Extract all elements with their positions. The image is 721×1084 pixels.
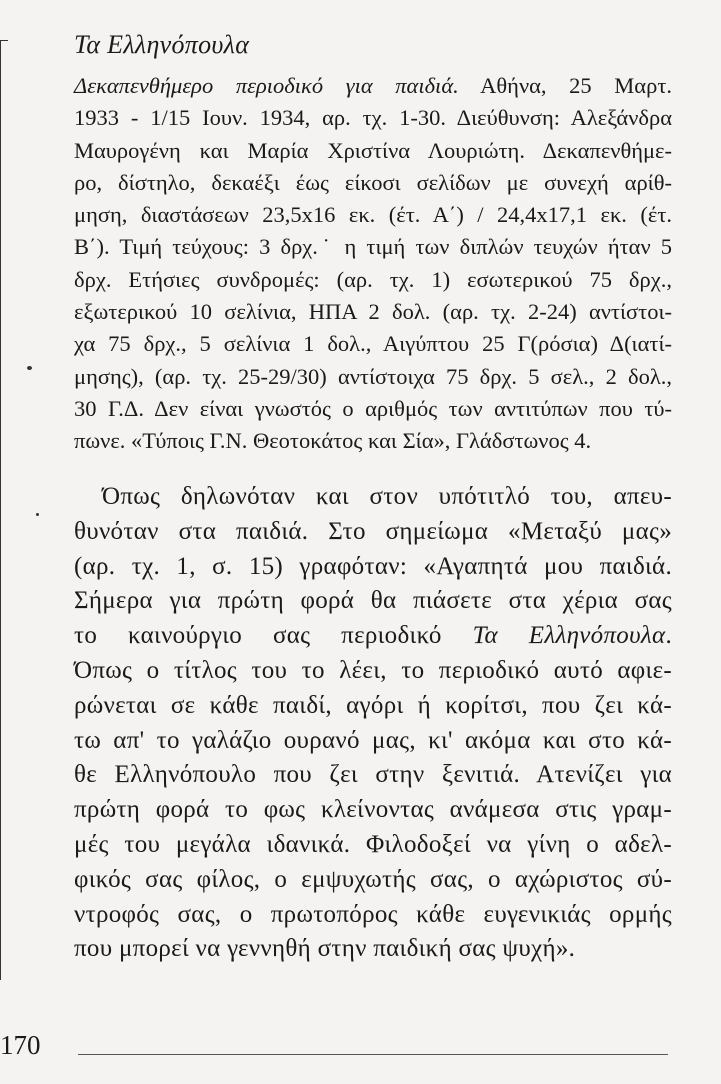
body-line: τω απ' το γαλάζιο ουρανό μας, κι' ακόμα και στο κά- [74,726,672,754]
entry-line: Β΄). Τιμή τεύχους: 3 δρχ.˙ η τιμή των διπλών τευχών ήταν 5 [74,234,672,260]
entry-title: Τα Ελληνόπουλα [74,30,250,59]
body-line: θυνόταν στα παιδιά. Στο σημείωμα «Μεταξύ μας» [74,517,672,545]
body-line: ντροφός σας, ο πρωτοπόρος κάθε ευγενικιάς ορμής [74,900,672,928]
body-line: (αρ. τχ. 1, σ. 15) γραφόταν: «Αγαπητά μου παιδιά. [74,552,672,580]
ink-mark [27,366,32,370]
entry-line: ρο, δίστηλο, δεκαέξι έως είκοσι σελίδων με συνεχή αρίθ- [74,169,672,195]
gc-logo [672,1046,714,1070]
body-line: Σήμερα για πρώτη φορά θα πιάσετε στα χέρια σας [74,587,672,615]
entry-line: 30 Γ.Δ. Δεν είναι γνωστός ο αριθμός των αντιτύπων που τύ- [74,395,672,421]
entry-line: 1933 - 1/15 Ιουν. 1934, αρ. τχ. 1-30. Διεύθυνση: Αλεξάνδρα [74,105,672,131]
footer-rule [78,1054,668,1055]
entry-line: μηση, διαστάσεων 23,5x16 εκ. (έτ. Α΄) / 24,4x17,1 εκ. (έτ. [74,202,672,228]
entry-line: εξωτερικού 10 σελίνια, ΗΠΑ 2 δολ. (αρ. τχ. 2-24) αντίστοι- [74,299,672,325]
page-number: 170 [0,1030,41,1060]
entry-line: δρχ. Ετήσιες συνδρομές: (αρ. τχ. 1) εσωτερικού 75 δρχ., [74,266,672,292]
body-line: ρώνεται σε κάθε παιδί, αγόρι ή κορίτσι, που ζει κά- [74,691,672,719]
entry-line: μησης), (αρ. τχ. 25-29/30) αντίστοιχα 75 δρχ. 5 σελ., 2 δολ., [74,363,672,389]
body-line: Όπως ο τίτλος του το λέει, το περιοδικό αυτό αφιε- [74,656,672,684]
entry-description [74,70,672,458]
page-edge-line [0,40,8,980]
body-line: που μπορεί να γεννηθή στην παιδική σας ψυχή». [74,935,576,963]
body-line: πρώτη φορά το φως κλείνοντας ανάμεσα στις γραμ- [74,796,672,824]
body-line: το καινούργιο σας περιοδικό Τα Ελληνόπουλα. [74,622,672,650]
entry-line: Μαυρογένη και Μαρία Χριστίνα Λουριώτη. Δεκαπενθήμε- [74,137,672,163]
body-paragraph [74,480,672,967]
ink-mark [36,513,39,516]
body-line: μές του μεγάλα ιδανικά. Φιλοδοξεί να γίνη ο αδελ- [74,830,672,858]
entry-line: πωνε. «Τύποις Γ.Ν. Θεοτοκάτος και Σία», Γλάδστωνος 4. [74,428,592,454]
entry-line: Δεκαπενθήμερο περιοδικό για παιδιά. Αθήνα, 25 Μαρτ. [74,73,672,98]
body-line: φικός σας φίλος, ο εμψυχωτής σας, ο αχώριστος σύ- [74,865,672,893]
entry-line: χα 75 δρχ., 5 σελίνια 1 δολ., Αιγύπτου 25 Γ(ρόσια) Δ(ιατί- [74,331,672,357]
body-line: θε Ελληνόπουλο που ζει στην ξενιτιά. Ατενίζει για [74,761,672,789]
magazine-title-italic: Τα Ελληνόπουλα [472,622,666,650]
body-line: Όπως δηλωνόταν και στον υπότιτλό του, απευ- [102,483,672,510]
